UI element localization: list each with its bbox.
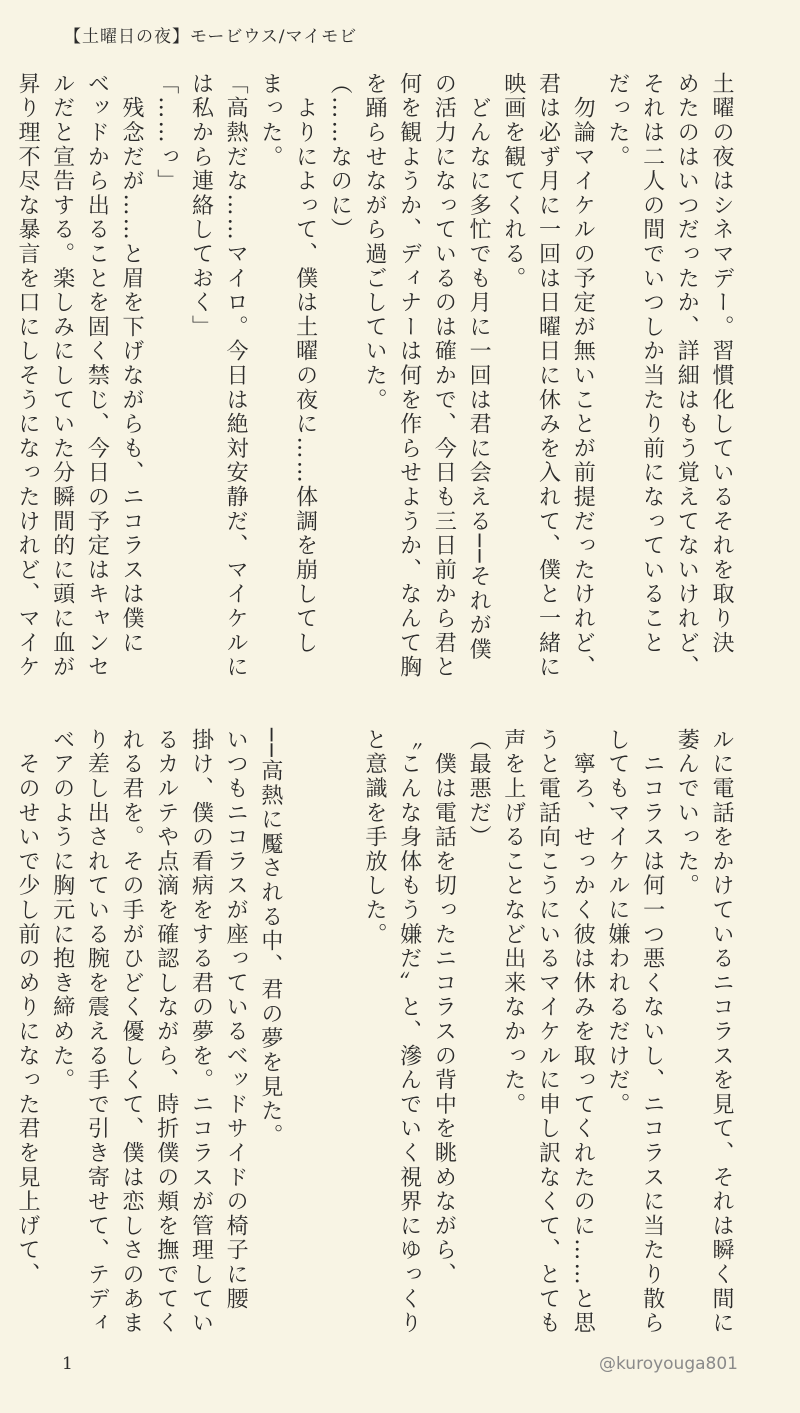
text-line: 「高熱だな……マイロ。今日は絶対安静だ、マイケルに [223,72,249,680]
text-line: そのせいで少し前のめりになった君を見上げて、 [14,728,40,1287]
text-line: ベッドから出ることを固く禁じ、今日の予定はキャンセ [84,72,110,680]
text-line: 掛け、僕の看病をする君の夢を。ニコラスが管理してい [188,728,214,1336]
text-line: （……なのに） [327,72,353,243]
text-line: れる君を。その手がひどく優しくて、僕は恋しさのあま [119,728,145,1336]
text-line: めたのはいつだったか、詳細はもう覚えてないけれど、 [674,72,700,680]
text-line: 残念だが……と眉を下げながらも、ニコラスは僕に [119,72,145,656]
text-line: の活力になっているのは確かで、今日も三日前から君と [431,72,457,680]
text-line: ニコラスは何一つ悪くないし、ニコラスに当たり散ら [639,728,665,1336]
text-line: ルに電話をかけているニコラスを見て、それは瞬く間に [709,728,734,1336]
page-number: 1 [62,1354,73,1374]
text-line: り差し出されている腕を震える手で引き寄せて、テディ [84,728,110,1336]
author-handle: @kuroyouga801 [598,1354,738,1374]
text-line: 声を上げることなど出来なかった。 [500,728,526,1117]
text-line: 僕は電話を切ったニコラスの背中を眺めながら、 [431,728,457,1287]
text-line: 土曜の夜はシネマデー。習慣化しているそれを取り決 [709,72,734,656]
text-line: 寧ろ、せっかく彼は休みを取ってくれたのに……と思 [570,728,596,1336]
text-line: それは二人の間でいつしか当たり前になっていること [639,72,665,656]
text-line: 萎んでいった。 [674,728,700,899]
text-line: ──高熱に魘される中、君の夢を見た。 [257,728,283,1148]
page-header-title: 【土曜日の夜】モービウス/マイモビ [64,27,358,47]
text-block-top [9,72,738,692]
text-line: まった。 [257,72,283,170]
text-line: は私から連絡しておく」 [188,72,214,340]
text-line: してもマイケルに嫌われるだけだ。 [604,728,630,1117]
text-line: ベアのように胸元に抱き締めた。 [49,728,75,1093]
text-line: だった。 [604,72,630,170]
text-line: 勿論マイケルの予定が無いことが前提だったけれど、 [570,72,596,680]
text-line: いつもニコラスが座っているベッドサイドの椅子に腰 [223,728,249,1312]
text-line: よりによって、僕は土曜の夜に……体調を崩してし [292,72,318,656]
text-line: 昇り理不尽な暴言を口にしそうになったけれど、マイケ [14,72,40,680]
text-line: どんなに多忙でも月に一回は君に会える──それが僕 [466,72,492,662]
text-line [287,728,322,1348]
text-line: ルだと宣告する。楽しみにしていた分瞬間的に頭に血が [49,72,75,680]
text-line: （最悪だ） [466,728,492,850]
text-line: るカルテや点滴を確認しながら、時折僕の頬を撫でてく [153,728,179,1336]
text-line: 「……っ」 [153,72,179,194]
text-line [322,728,357,1348]
text-line: と意識を手放した。 [361,728,387,947]
text-line: を踊らせながら過ごしていた。 [361,72,387,413]
text-line: 映画を観てくれる。 [500,72,526,291]
text-line: 〝こんな身体もう嫌だ〟と、滲んでいく視界にゆっくり [396,728,422,1336]
text-line: うと電話向こうにいるマイケルに申し訳なくて、とても [535,728,561,1336]
text-line: 何を観ようか、ディナーは何を作らせようか、なんて胸 [396,72,422,680]
text-line: 君は必ず月に一回は日曜日に休みを入れて、僕と一緒に [535,72,561,680]
text-block-bottom [9,728,738,1348]
